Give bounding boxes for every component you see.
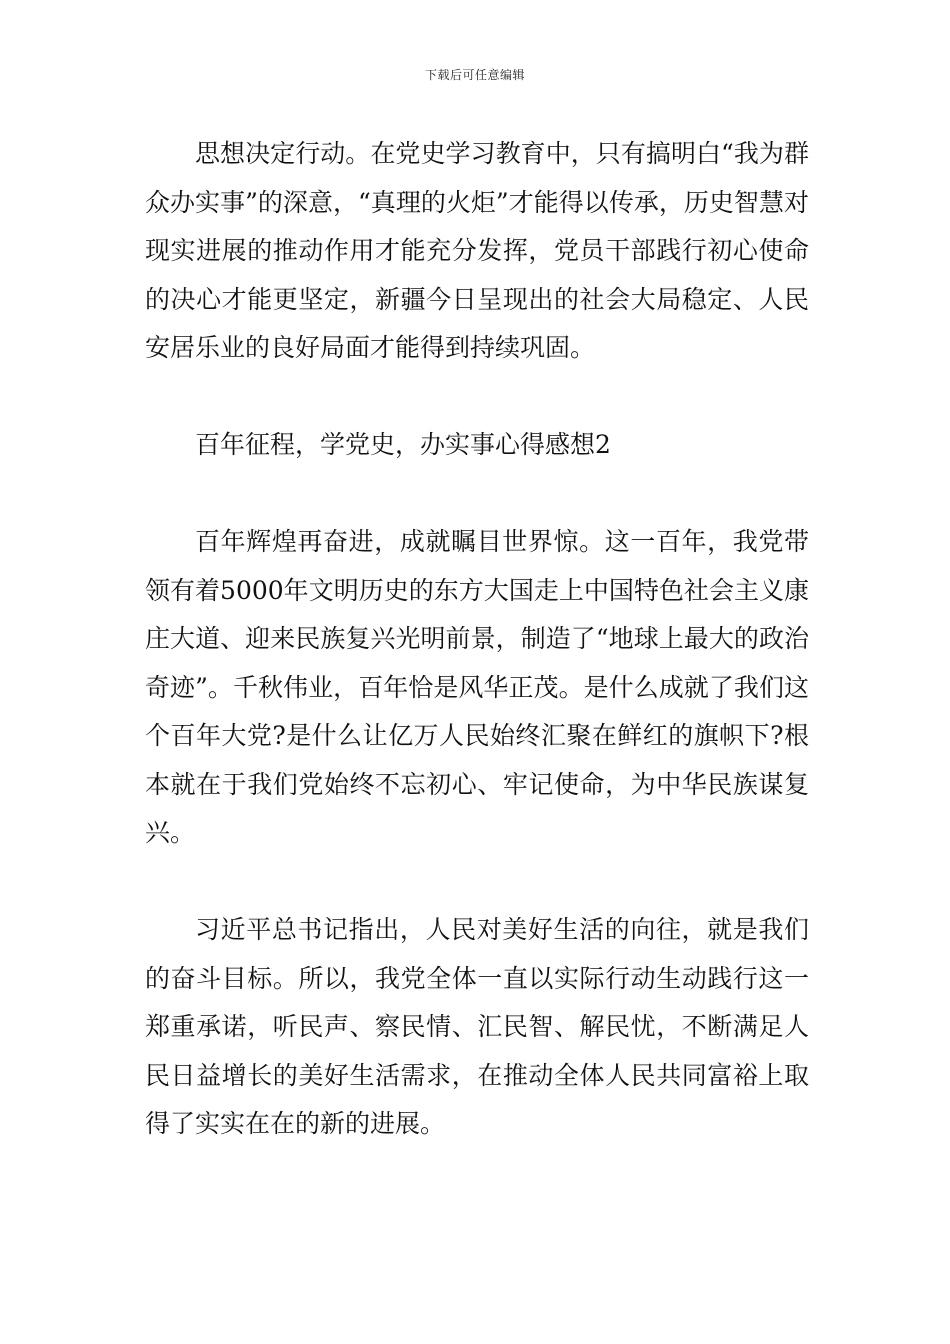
paragraph-gap — [145, 373, 809, 422]
header-note: 下载后可任意编辑 — [424, 68, 525, 82]
paragraph-2: 百年辉煌再奋进，成就瞩目世界惊。这一百年，我党带领有着5000年文明历史的东方大国走上中国特色社会主义康庄大道、迎来民族复兴光明前景，制造了“地球上最大的政治奇迹”。千秋伟业，百年恰是风华正茂。是什么成就了我们这个百年大党?是什么让亿万人民始终汇聚在鲜红的旗帜下?根本就在于我们党始终不忘初心、牢记使命，为中华民族谋复兴。 — [145, 527, 809, 847]
section-heading: 百年征程，学党史，办实事心得感想2 — [195, 430, 611, 459]
paragraph-1: 思想决定行动。在党史学习教育中，只有搞明白“我为群众办实事”的深意，“真理的火炬”才能得以传承，历史智慧对现实进展的推动作用才能充分发挥，党员干部践行初心使命的决心才能更坚定，新疆今日呈现出的社会大局稳定、人民安居乐业的良好局面才能得到持续巩固。 — [145, 139, 809, 362]
paragraph-3: 习近平总书记指出，人民对美好生活的向往，就是我们的奋斗目标。所以，我党全体一直以实际行动生动践行这一郑重承诺，听民声、察民情、汇民智、解民忧，不断满足人民日益增长的美好生活需求，在推动全体人民共同富裕上取得了实实在在的新的进展。 — [145, 915, 809, 1138]
paragraph-gap — [145, 858, 809, 907]
document-body — [145, 130, 809, 1149]
paragraph-gap — [145, 470, 809, 519]
